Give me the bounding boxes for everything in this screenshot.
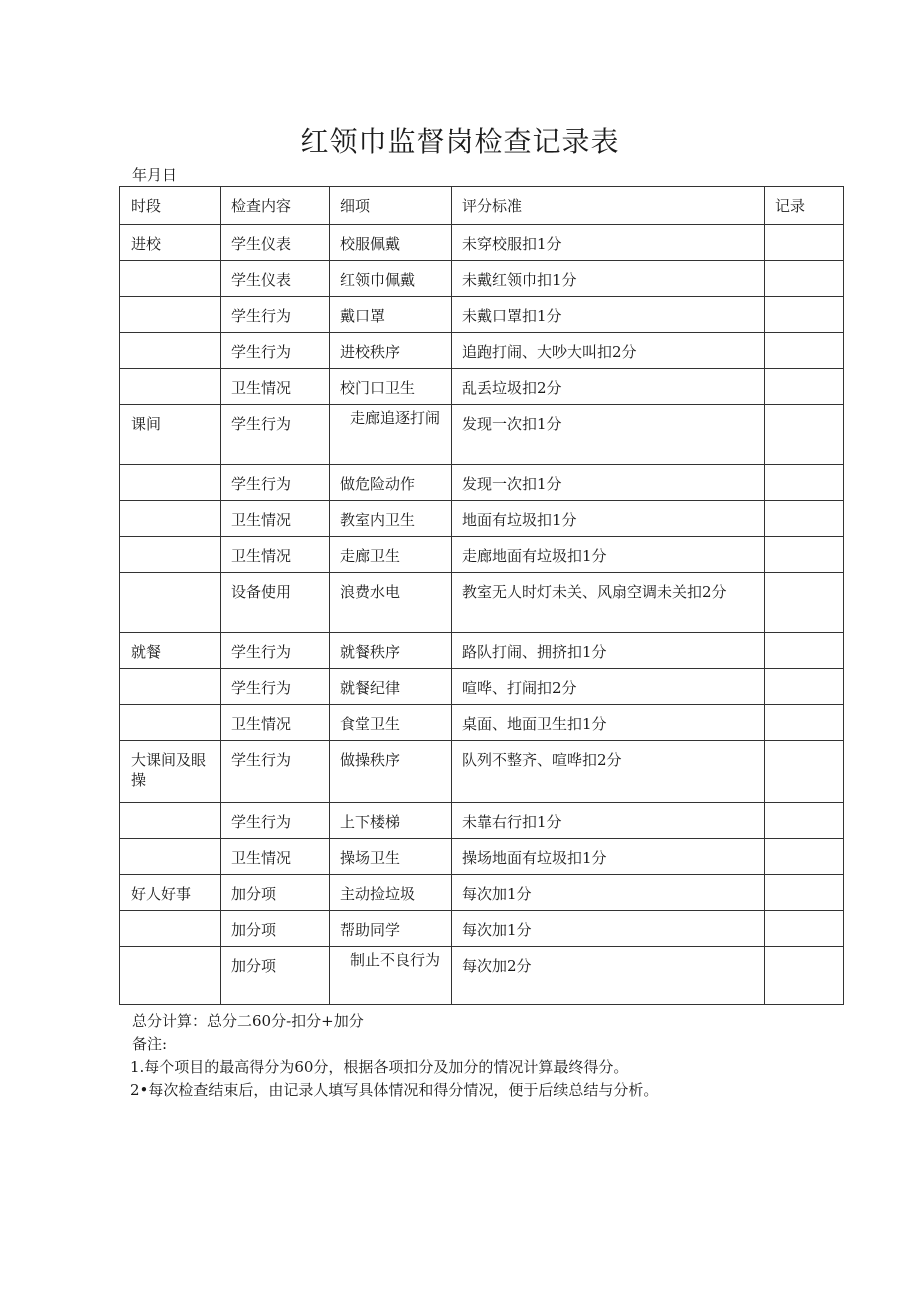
cell-record-text [775,741,843,750]
cell-period-text: 大课间及眼操 [131,751,207,789]
cell-record [765,225,844,261]
table-row [120,633,844,669]
cell-item [330,741,452,803]
cell-standard [452,537,765,573]
table-row [120,225,844,261]
cell-item-text: 红领巾佩戴 [340,271,416,289]
cell-period [120,333,221,369]
cell-standard-text: 地面有垃圾扣1分 [462,511,577,529]
table-row [120,741,844,803]
note-1: 1.每个项目的最高得分为60分，根据各项扣分及加分的情况计算最终得分。 [130,1058,629,1076]
cell-record [765,405,844,465]
cell-record [765,705,844,741]
cell-content [221,573,330,633]
cell-content-text: 学生行为 [231,643,292,661]
cell-record [765,803,844,839]
cell-period-text: 好人好事 [131,885,192,903]
cell-item-text: 浪费水电 [340,583,401,601]
cell-record [765,261,844,297]
table-row [120,297,844,333]
cell-period-text [131,465,220,474]
cell-record-text [775,261,843,270]
cell-content [221,333,330,369]
cell-item-text: 教室内卫生 [340,511,416,529]
cell-content-text: 卫生情况 [231,849,292,867]
header-standard-label: 评分标准 [462,197,523,215]
cell-item [330,669,452,705]
header-period [120,187,221,225]
cell-content [221,911,330,947]
cell-record-text [775,669,843,678]
cell-item [330,803,452,839]
cell-standard-text: 队列不整齐、喧哗扣2分 [462,751,622,769]
cell-period-text: 进校 [131,235,162,253]
cell-content-text: 卫生情况 [231,715,292,733]
cell-item-text: 制止不良行为 [350,951,441,969]
inspection-record-table [119,186,844,1005]
cell-record-text [775,297,843,306]
cell-item [330,911,452,947]
cell-record [765,669,844,705]
cell-item [330,705,452,741]
cell-record-text [775,803,843,812]
cell-standard-text: 发现一次扣1分 [462,475,562,493]
cell-content [221,633,330,669]
cell-item-text: 走廊卫生 [340,547,401,565]
cell-content-text: 卫生情况 [231,547,292,565]
cell-standard [452,705,765,741]
header-standard [452,187,765,225]
cell-standard [452,741,765,803]
cell-record-text [775,333,843,342]
cell-record-text [775,633,843,642]
cell-period [120,537,221,573]
cell-standard [452,669,765,705]
cell-standard [452,633,765,669]
header-content-label: 检查内容 [231,197,292,215]
cell-content [221,741,330,803]
cell-period-text [131,705,220,714]
table-row [120,405,844,465]
table-row [120,501,844,537]
cell-record [765,741,844,803]
cell-standard-text: 未戴红领巾扣1分 [462,271,577,289]
cell-content [221,405,330,465]
cell-period-text [131,669,220,678]
cell-standard-text: 喧哗、打闹扣2分 [462,679,577,697]
header-period-label: 时段 [131,197,162,215]
header-item [330,187,452,225]
cell-item [330,405,452,465]
cell-period [120,705,221,741]
cell-standard-text: 桌面、地面卫生扣1分 [462,715,607,733]
cell-standard [452,573,765,633]
cell-content-text: 加分项 [231,885,277,903]
cell-item [330,261,452,297]
cell-item-text: 做操秩序 [340,751,401,769]
cell-period-text [131,803,220,812]
cell-item-text: 进校秩序 [340,343,401,361]
cell-item-text: 走廊追逐打闹 [350,409,441,427]
date-line: 年月日 [132,166,178,184]
cell-period [120,405,221,465]
cell-item-text: 操场卫生 [340,849,401,867]
cell-standard-text: 每次加1分 [462,885,532,903]
cell-record-text [775,369,843,378]
cell-standard [452,839,765,875]
cell-content-text: 学生行为 [231,307,292,325]
cell-content-text: 学生行为 [231,751,292,769]
cell-item [330,839,452,875]
cell-content [221,537,330,573]
cell-record-text [775,465,843,474]
cell-standard [452,261,765,297]
table-row [120,573,844,633]
cell-standard [452,875,765,911]
cell-period [120,261,221,297]
cell-period [120,875,221,911]
cell-content [221,705,330,741]
cell-item [330,633,452,669]
cell-content-text: 加分项 [231,957,277,975]
cell-standard [452,803,765,839]
cell-record-text [775,911,843,920]
table-row [120,333,844,369]
cell-content [221,803,330,839]
cell-item-text: 食堂卫生 [340,715,401,733]
cell-record [765,947,844,1005]
document-title: 红领巾监督岗检查记录表 [300,125,620,158]
cell-item-text: 校服佩戴 [340,235,401,253]
cell-content [221,369,330,405]
cell-content-text: 设备使用 [231,583,292,601]
table-body [120,187,844,1005]
cell-item [330,369,452,405]
cell-period-text [131,947,220,956]
cell-content-text: 学生行为 [231,415,292,433]
cell-content-text: 学生仪表 [231,271,292,289]
cell-item [330,537,452,573]
cell-period-text [131,369,220,378]
cell-standard-text: 每次加1分 [462,921,532,939]
cell-item-text: 帮助同学 [340,921,401,939]
cell-content [221,225,330,261]
cell-content-text: 加分项 [231,921,277,939]
cell-item-text: 就餐秩序 [340,643,401,661]
cell-record [765,911,844,947]
cell-period-text [131,261,220,270]
cell-record [765,573,844,633]
table-row [120,875,844,911]
note-2: 2•每次检查结束后，由记录人填写具体情况和得分情况，便于后续总结与分析。 [130,1081,659,1099]
cell-record [765,537,844,573]
cell-standard [452,333,765,369]
cell-period-text [131,333,220,342]
cell-period [120,839,221,875]
cell-period [120,225,221,261]
cell-standard [452,369,765,405]
table-row [120,369,844,405]
cell-period-text [131,911,220,920]
cell-period [120,741,221,803]
cell-content [221,501,330,537]
notes-label: 备注: [132,1035,168,1053]
header-record [765,187,844,225]
cell-record [765,333,844,369]
cell-standard-text: 每次加2分 [462,957,532,975]
cell-record [765,875,844,911]
cell-period [120,911,221,947]
cell-period [120,669,221,705]
cell-record [765,297,844,333]
cell-record-text [775,225,843,234]
cell-standard [452,465,765,501]
header-item-label: 细项 [340,197,371,215]
table-row [120,261,844,297]
table-row [120,839,844,875]
table-row [120,537,844,573]
table-row [120,465,844,501]
cell-period-text [131,537,220,546]
cell-period [120,297,221,333]
cell-standard [452,947,765,1005]
total-score-formula: 总分计算：总分二60分-扣分+加分 [132,1012,364,1030]
cell-record [765,465,844,501]
cell-standard [452,297,765,333]
cell-record-text [775,947,843,956]
table-row [120,803,844,839]
header-content [221,187,330,225]
cell-period [120,465,221,501]
cell-standard [452,501,765,537]
cell-content [221,669,330,705]
cell-content-text: 卫生情况 [231,511,292,529]
cell-content [221,465,330,501]
cell-item [330,573,452,633]
cell-standard-text: 走廊地面有垃圾扣1分 [462,547,607,565]
cell-content [221,261,330,297]
cell-record [765,839,844,875]
cell-content-text: 学生仪表 [231,235,292,253]
cell-standard [452,225,765,261]
cell-standard [452,405,765,465]
cell-item [330,875,452,911]
table-row [120,669,844,705]
cell-standard-text: 教室无人时灯未关、风扇空调未关扣2分 [462,583,727,601]
table-row [120,911,844,947]
cell-record-text [775,573,843,582]
cell-item-text: 做危险动作 [340,475,416,493]
cell-period-text [131,573,220,582]
cell-item [330,465,452,501]
table-row [120,705,844,741]
cell-period-text [131,297,220,306]
cell-period-text: 课间 [131,415,162,433]
cell-item-text: 就餐纪律 [340,679,401,697]
cell-record-text [775,405,843,414]
cell-record-text [775,501,843,510]
cell-content [221,297,330,333]
cell-standard [452,911,765,947]
cell-item [330,947,452,1005]
cell-content-text: 学生行为 [231,679,292,697]
cell-period [120,501,221,537]
cell-record-text [775,875,843,884]
table-header-row [120,187,844,225]
footer-notes [132,1010,660,1102]
cell-period-text: 就餐 [131,643,162,661]
cell-period [120,947,221,1005]
cell-standard-text: 操场地面有垃圾扣1分 [462,849,607,867]
cell-item [330,297,452,333]
cell-record-text [775,537,843,546]
cell-standard-text: 未戴口罩扣1分 [462,307,562,325]
cell-content [221,947,330,1005]
cell-record-text [775,705,843,714]
cell-content-text: 学生行为 [231,343,292,361]
cell-item [330,333,452,369]
cell-item [330,225,452,261]
cell-item-text: 上下楼梯 [340,813,401,831]
cell-standard-text: 路队打闹、拥挤扣1分 [462,643,607,661]
cell-item-text: 校门口卫生 [340,379,416,397]
cell-item [330,501,452,537]
cell-content [221,839,330,875]
cell-item-text: 主动捡垃圾 [340,885,416,903]
cell-item-text: 戴口罩 [340,307,386,325]
cell-standard-text: 追跑打闹、大吵大叫扣2分 [462,343,637,361]
cell-standard-text: 未靠右行扣1分 [462,813,562,831]
cell-period-text [131,501,220,510]
table-row [120,947,844,1005]
cell-content-text: 学生行为 [231,813,292,831]
cell-standard-text: 乱丢垃圾扣2分 [462,379,562,397]
cell-period [120,803,221,839]
cell-period-text [131,839,220,848]
cell-standard-text: 未穿校服扣1分 [462,235,562,253]
cell-period [120,369,221,405]
cell-record [765,369,844,405]
header-record-label: 记录 [775,197,806,215]
cell-record [765,633,844,669]
cell-content [221,875,330,911]
cell-record [765,501,844,537]
cell-period [120,573,221,633]
cell-record-text [775,839,843,848]
cell-standard-text: 发现一次扣1分 [462,415,562,433]
cell-content-text: 学生行为 [231,475,292,493]
cell-content-text: 卫生情况 [231,379,292,397]
cell-period [120,633,221,669]
